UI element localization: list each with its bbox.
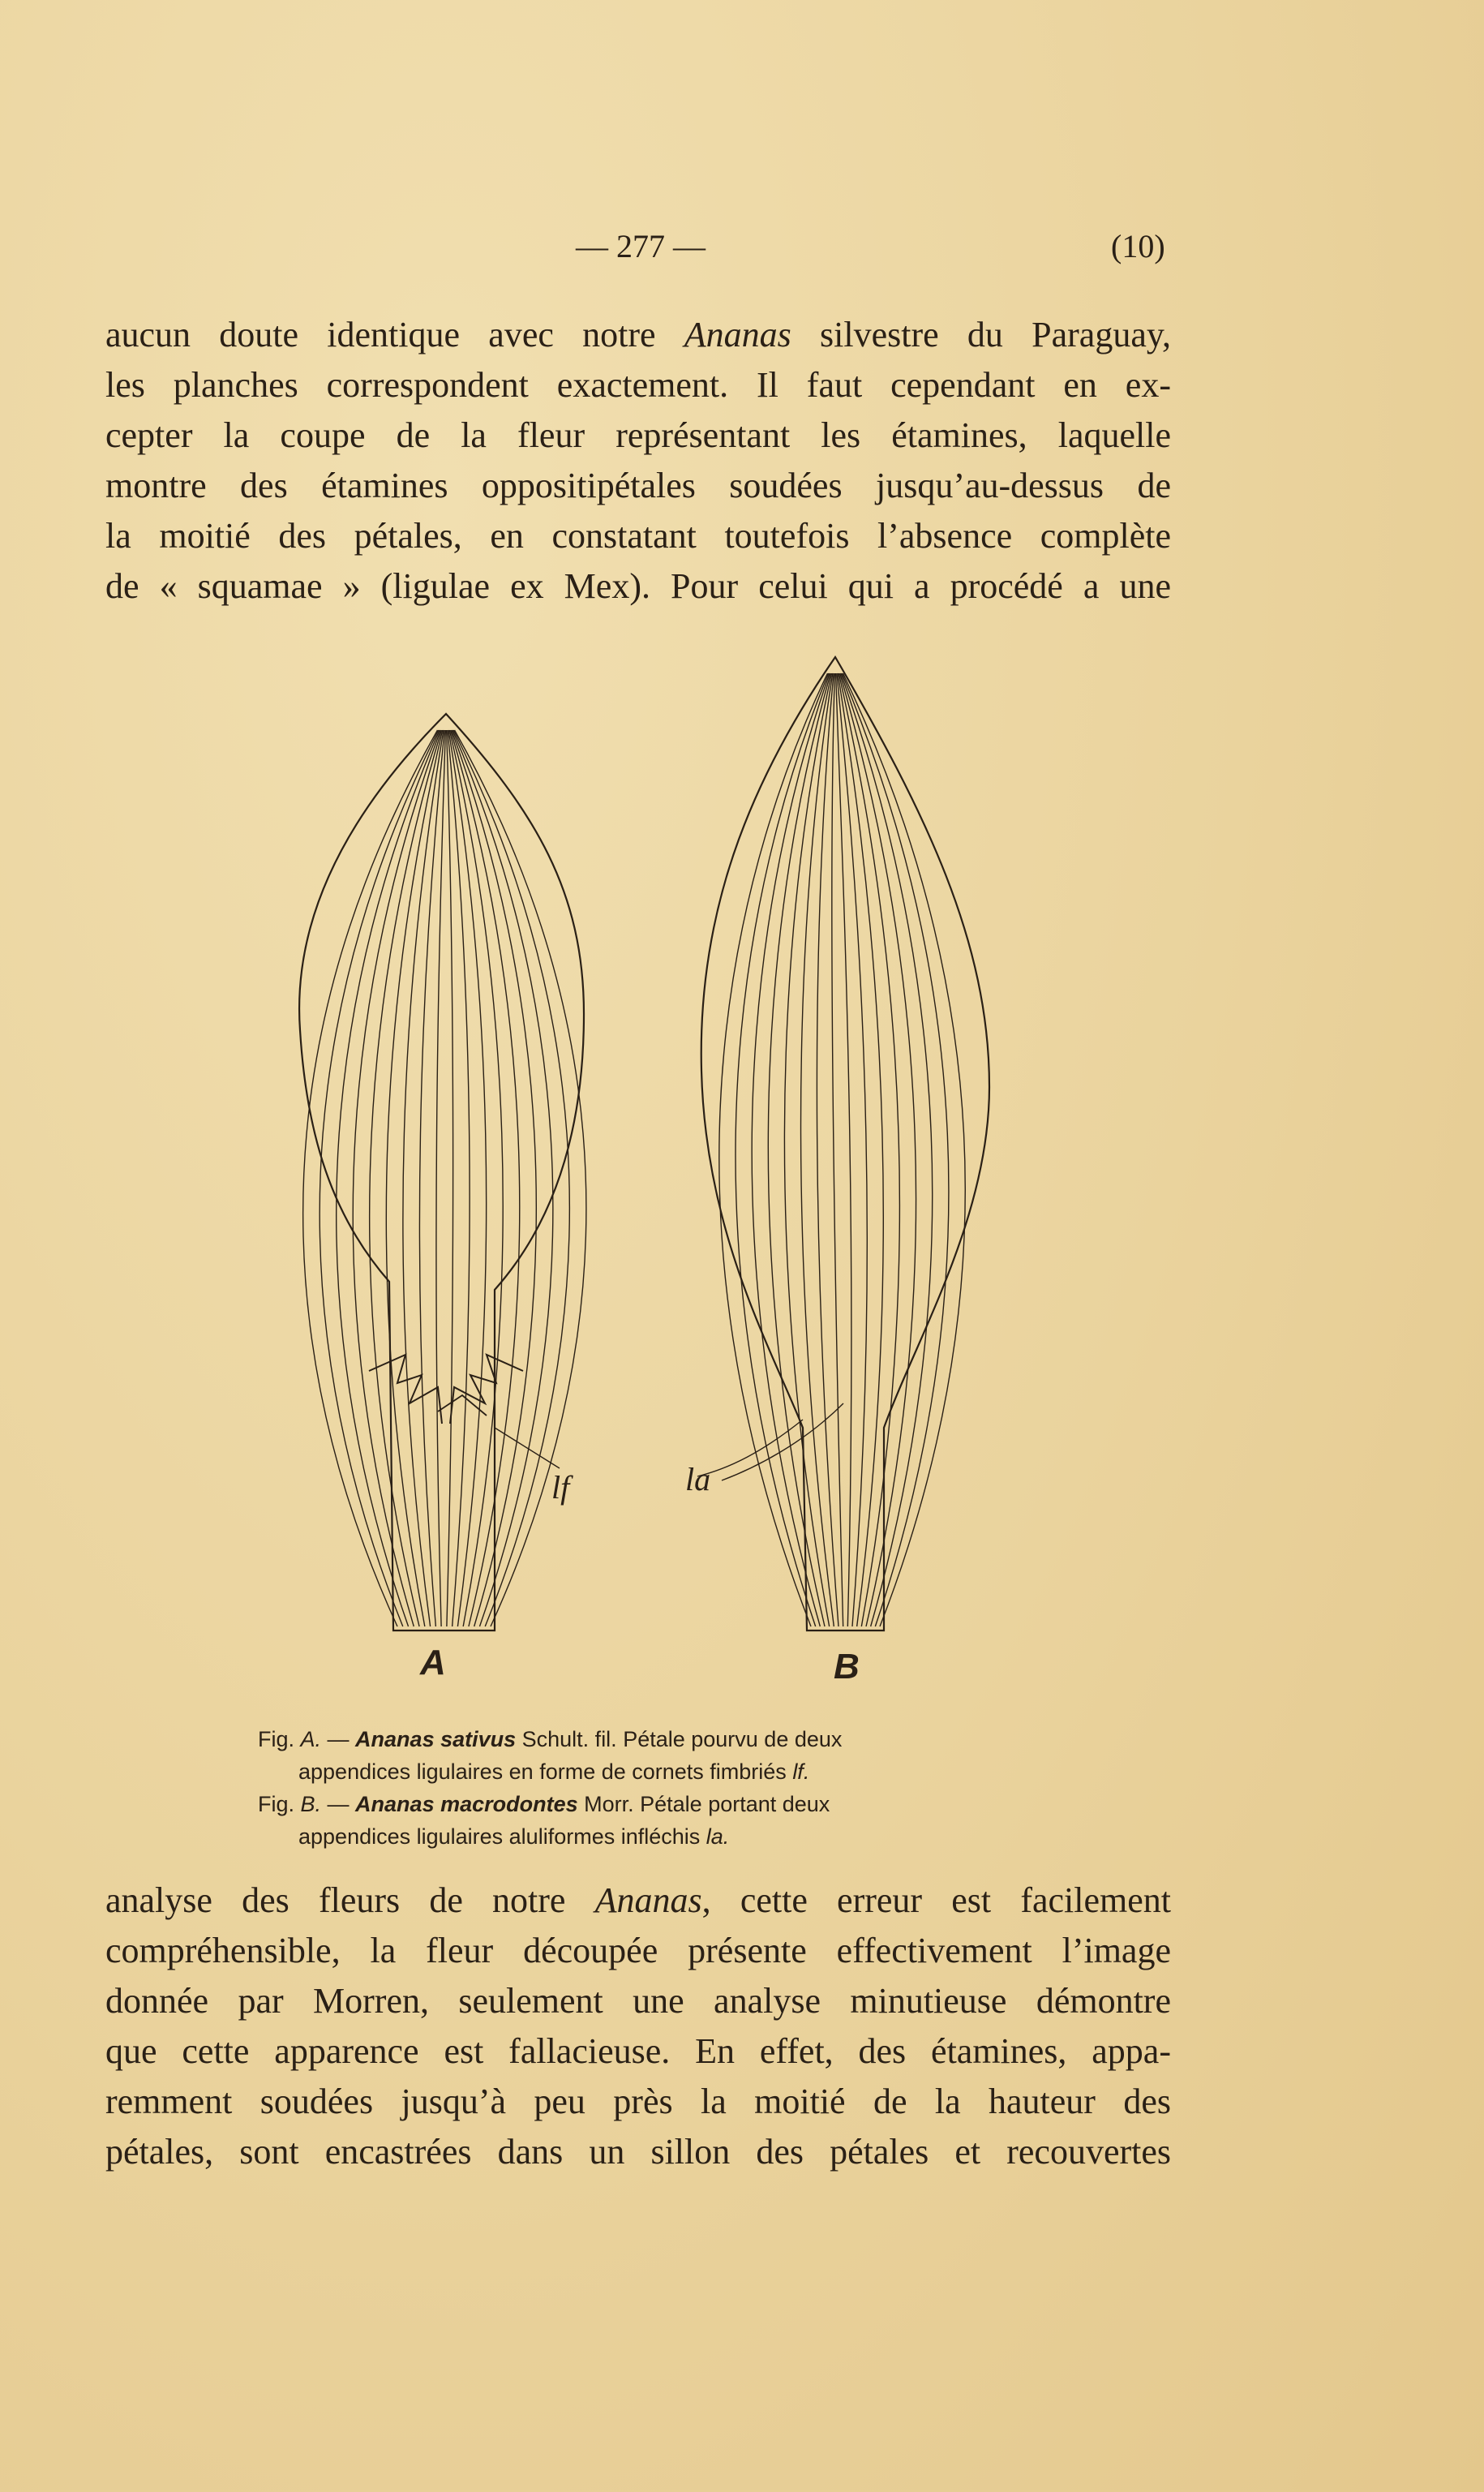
text-line: de « squamae » (ligulae ex Mex). Pour celui qui a procédé a une — [105, 566, 1171, 606]
paragraph-top — [105, 310, 1171, 612]
text-line: compréhensible, la fleur découpée présente effectivement l’image — [105, 1931, 1171, 1970]
petal-vein — [403, 730, 444, 1626]
petal-vein — [436, 730, 445, 1626]
figure-letter-a: A — [420, 1643, 446, 1682]
text-line: remment soudées jusqu’à peu près la moitié de la hauteur des — [105, 2082, 1171, 2121]
petal-vein — [447, 730, 453, 1626]
caption-line: appendices ligulaires aluliformes infléchis la. — [298, 1824, 730, 1849]
petal-vein — [353, 730, 440, 1626]
figure-caption — [258, 1723, 1020, 1853]
text-line: aucun doute identique avec notre Ananas silvestre du Paraguay, — [105, 315, 1172, 354]
petal-vein — [320, 730, 439, 1626]
petal-vein — [386, 730, 442, 1626]
caption-line: appendices ligulaires en forme de cornets fimbriés lf. — [298, 1759, 810, 1784]
text-line: la moitié des pétales, en constatant toutefois l’absence complète — [105, 516, 1171, 556]
petal-a-drawing — [299, 714, 586, 1631]
petal-vein — [838, 673, 883, 1626]
petal-vein — [448, 730, 487, 1626]
figure-letter-b: B — [834, 1647, 860, 1686]
petal-b-drawing — [697, 657, 989, 1631]
petal-vein — [839, 673, 899, 1626]
label-lf: lf — [551, 1469, 570, 1506]
text-line: les planches correspondent exactement. Il faut cependant en ex- — [105, 365, 1171, 405]
caption-line: Fig. A. — Ananas sativus Schult. fil. Pétale pourvu de deux — [258, 1727, 843, 1751]
folio-number: (10) — [1111, 228, 1165, 264]
text-line: analyse des fleurs de notre Ananas, cette erreur est facilement — [105, 1880, 1171, 1920]
paragraph-bottom — [105, 1875, 1171, 2177]
text-line: que cette apparence est fallacieuse. En effet, des étamines, appa- — [105, 2031, 1171, 2071]
page-header — [0, 227, 1484, 276]
petal-figure — [243, 649, 1054, 1704]
petal-vein — [784, 673, 831, 1626]
caption-line: Fig. B. — Ananas macrodontes Morr. Pétale portant deux — [258, 1792, 830, 1816]
label-la: la — [685, 1461, 711, 1497]
petal-vein — [841, 673, 933, 1626]
petal-vein — [768, 673, 830, 1626]
text-line: montre des étamines oppositipétales soudées jusqu’au-dessus de — [105, 466, 1171, 505]
text-line: donnée par Morren, seulement une analyse minutieuse démontre — [105, 1981, 1171, 2021]
text-line: cepter la coupe de la fleur représentant les étamines, laquelle — [105, 415, 1171, 455]
petal-vein — [817, 673, 839, 1626]
page-number: — 277 — — [576, 228, 706, 264]
petal-illustration — [243, 649, 1054, 1704]
petal-vein — [448, 730, 470, 1626]
petal-vein — [419, 730, 444, 1626]
text-line: pétales, sont encastrées dans un sillon des pétales et recouvertes — [105, 2132, 1171, 2172]
